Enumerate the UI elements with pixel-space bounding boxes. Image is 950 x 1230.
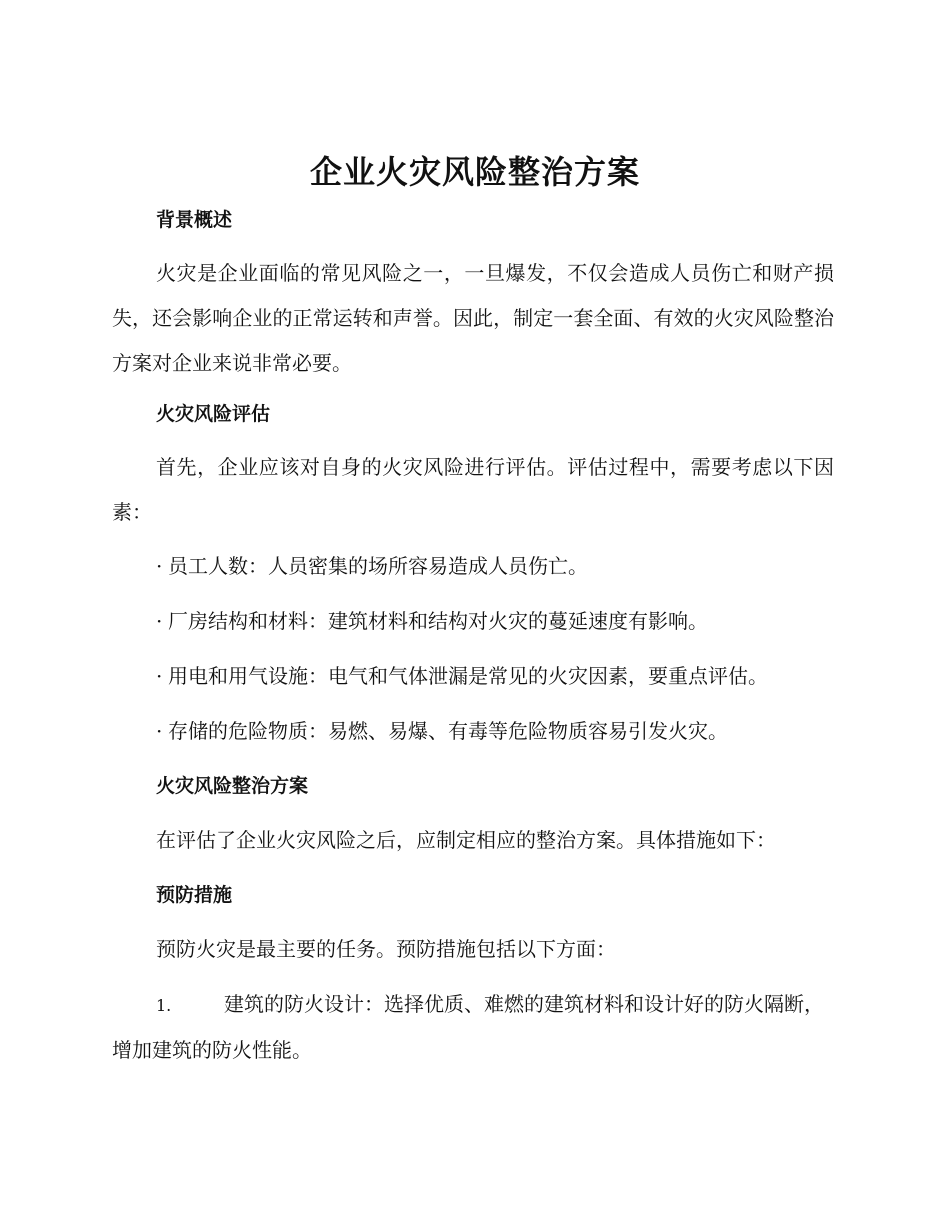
document-title: 企业火灾风险整治方案 [309,153,640,191]
item-number: 1. [156,996,172,1015]
list-item [156,716,836,746]
bullet-mark: · [156,609,163,633]
list-item [156,551,836,581]
paragraph-plan: 在评估了企业火灾风险之后，应制定相应的整治方案。具体措施如下： [156,828,776,852]
bullet-text: 用电和用气设施：电气和气体泄漏是常见的火灾因素，要重点评估。 [168,664,768,688]
bullet-mark: · [156,719,163,743]
list-item [156,606,836,636]
paragraph-background: 火灾是企业面临的常见风险之一，一旦爆发，不仅会造成人员伤亡和财产损失，还会影响企业的正常运转和声誉。因此，制定一套全面、有效的火灾风险整治方案对企业来说非常必要。 [112,261,834,375]
numbered-item [112,982,834,1073]
section-heading-prevention: 预防措施 [156,884,233,906]
paragraph-prevention: 预防火灾是最主要的任务。预防措施包括以下方面： [156,937,616,961]
bullet-text: 员工人数：人员密集的场所容易造成人员伤亡。 [168,554,588,578]
bullet-mark: · [156,554,163,578]
bullet-mark: · [156,664,163,688]
section-heading-assessment: 火灾风险评估 [156,403,271,425]
section-heading-plan: 火灾风险整治方案 [156,775,309,797]
list-item [156,661,836,691]
section-heading-background: 背景概述 [156,209,233,231]
bullet-text: 存储的危险物质：易燃、易爆、有毒等危险物质容易引发火灾。 [168,719,728,743]
bullet-text: 厂房结构和材料：建筑材料和结构对火灾的蔓延速度有影响。 [168,609,708,633]
item-text: 建筑的防火设计：选择优质、难燃的建筑材料和设计好的防火隔断，增加建筑的防火性能。 [112,992,824,1062]
paragraph-assessment: 首先，企业应该对自身的火灾风险进行评估。评估过程中，需要考虑以下因素： [112,455,834,524]
